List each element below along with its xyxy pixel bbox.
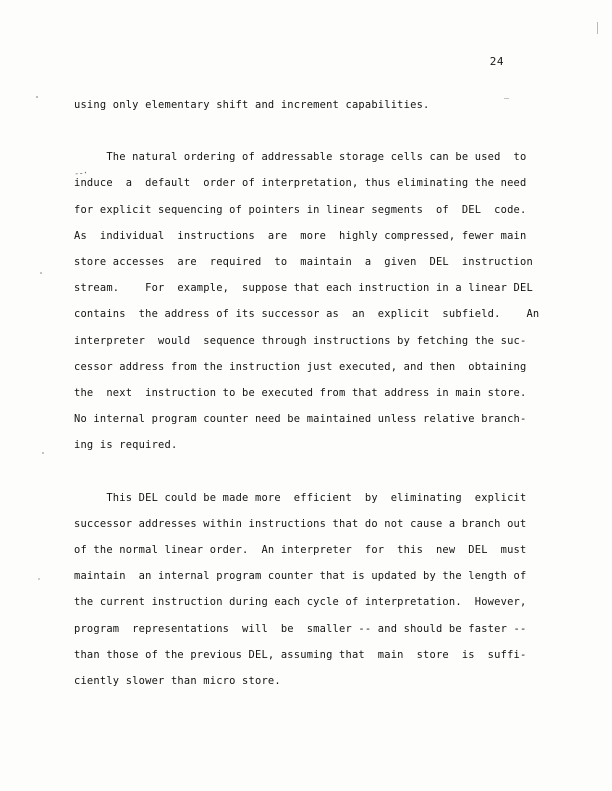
- text-line: of the normal linear order. An interpreter for this new DEL must: [74, 544, 527, 557]
- paragraph-3: [74, 485, 527, 695]
- body-text: [74, 92, 540, 694]
- text-line: No internal program counter need be maintained unless relative branch-: [74, 413, 527, 426]
- scan-artifact-left-4: [38, 578, 40, 580]
- text-line: maintain an internal program counter that is updated by the length of: [74, 570, 527, 583]
- scan-artifact-left-2: [40, 272, 42, 274]
- text-line: contains the address of its successor as an explicit subfield. An: [74, 308, 540, 321]
- text-line: interpreter would sequence through instructions by fetching the suc-: [74, 334, 527, 347]
- text-line: ing is required.: [74, 439, 178, 452]
- scan-artifact-left-3: [42, 452, 44, 454]
- text-line: ciently slower than micro store.: [74, 675, 281, 688]
- text-line: This DEL could be made more efficient by eliminating explicit: [74, 491, 527, 504]
- text-line: the next instruction to be executed from that address in main store.: [74, 387, 527, 400]
- text-line: store accesses are required to maintain a given DEL instruction: [74, 256, 533, 269]
- text-line: for explicit sequencing of pointers in linear segments of DEL code.: [74, 203, 527, 216]
- text-line: program representations will be smaller -- and should be faster --: [74, 622, 527, 635]
- scan-artifact-left-1: [36, 96, 38, 98]
- text-line: the current instruction during each cycle of interpretation. However,: [74, 596, 527, 609]
- scan-artifact-top-right: [597, 22, 598, 34]
- text-line: induce a default order of interpretation, thus eliminating the need: [74, 177, 527, 190]
- paragraph-2: [74, 144, 540, 458]
- text-line: successor addresses within instructions that do not cause a branch out: [74, 517, 527, 530]
- text-line: The natural ordering of addressable storage cells can be used to: [74, 151, 527, 164]
- text-line: cessor address from the instruction just executed, and then obtaining: [74, 360, 527, 373]
- text-line: using only elementary shift and increment capabilities.: [74, 99, 430, 111]
- page-number: 24: [489, 55, 504, 68]
- ink-smudge-artifact: --·: [73, 168, 88, 180]
- paragraph-1: [74, 92, 506, 118]
- text-line: As individual instructions are more highly compressed, fewer main: [74, 229, 527, 242]
- text-line: stream. For example, suppose that each instruction in a linear DEL: [74, 282, 533, 295]
- text-line: than those of the previous DEL, assuming that main store is suffi-: [74, 648, 527, 661]
